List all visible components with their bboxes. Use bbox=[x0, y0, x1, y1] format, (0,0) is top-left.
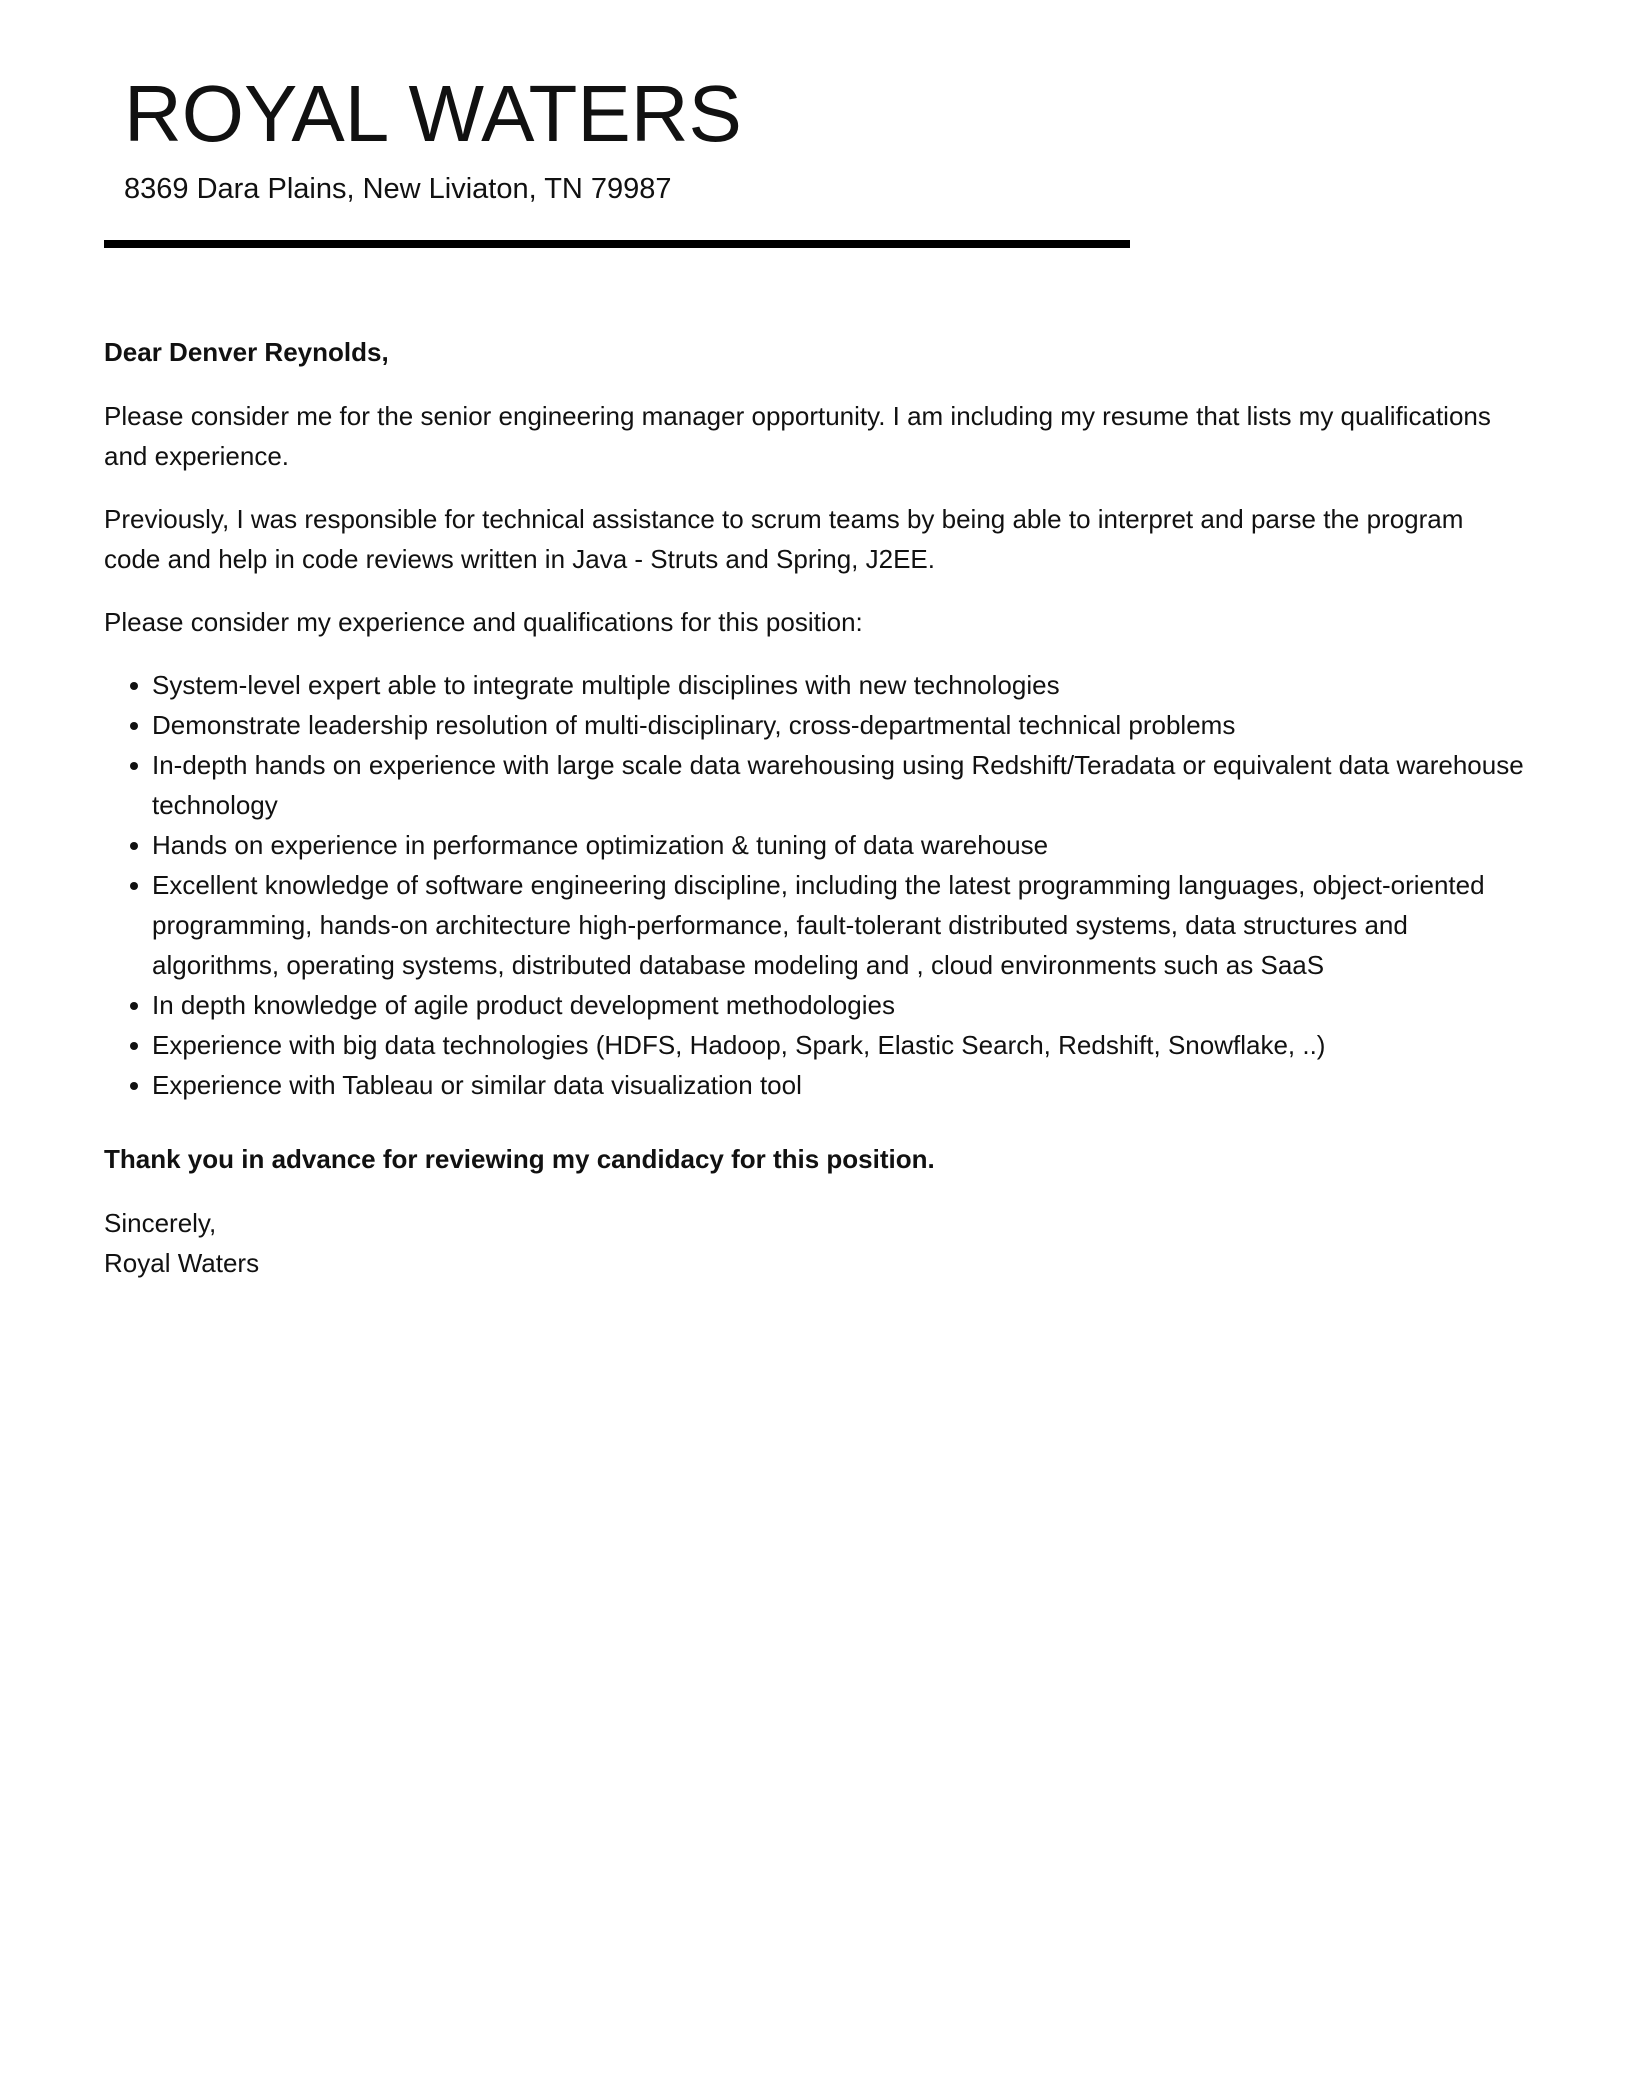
list-item: Experience with Tableau or similar data visualization tool bbox=[152, 1065, 1524, 1105]
signoff-text: Sincerely, bbox=[104, 1208, 217, 1238]
list-item: Demonstrate leadership resolution of multi-disciplinary, cross-departmental technical problems bbox=[152, 705, 1524, 745]
list-item: Excellent knowledge of software engineering discipline, including the latest programming languages, object-oriented programming, hands-on architecture high-performance, fault-tolerant distributed systems, data structures and algorithms, operating systems, distributed database modeling and , cloud environments such as SaaS bbox=[152, 865, 1524, 985]
paragraph-intro: Please consider me for the senior engineering manager opportunity. I am including my resume that lists my qualifications and experience. bbox=[104, 401, 1491, 471]
header-divider bbox=[104, 240, 1130, 248]
applicant-address: 8369 Dara Plains, New Liviaton, TN 79987 bbox=[124, 173, 672, 205]
list-item: Experience with big data technologies (HDFS, Hadoop, Spark, Elastic Search, Redshift, Snowflake, ..) bbox=[152, 1025, 1524, 1065]
list-item: In-depth hands on experience with large scale data warehousing using Redshift/Teradata or equivalent data warehouse technology bbox=[152, 745, 1524, 825]
salutation: Dear Denver Reynolds, bbox=[104, 337, 389, 367]
signature-name: Royal Waters bbox=[104, 1248, 260, 1278]
list-item: Hands on experience in performance optimization & tuning of data warehouse bbox=[152, 825, 1524, 865]
applicant-name-heading: ROYAL WATERS bbox=[124, 69, 742, 158]
letter-body bbox=[104, 332, 1524, 1306]
closing-statement: Thank you in advance for reviewing my candidacy for this position. bbox=[104, 1144, 935, 1174]
paragraph-previous-role: Previously, I was responsible for technical assistance to scrum teams by being able to interpret and parse the program code and help in code reviews written in Java - Struts and Spring, J2EE. bbox=[104, 504, 1464, 574]
signoff-block bbox=[104, 1203, 1524, 1283]
list-item: In depth knowledge of agile product development methodologies bbox=[152, 985, 1524, 1025]
list-item: System-level expert able to integrate multiple disciplines with new technologies bbox=[152, 665, 1524, 705]
paragraph-qualifications-lead: Please consider my experience and qualifications for this position: bbox=[104, 607, 863, 637]
qualifications-list bbox=[104, 665, 1524, 1105]
